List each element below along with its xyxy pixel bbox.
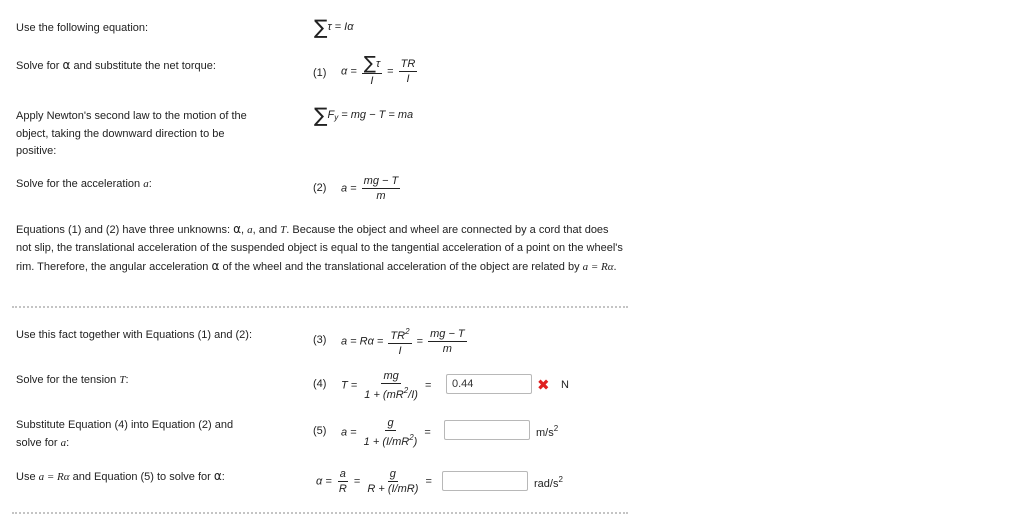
equation-acceleration-final: a = $\frac{g}{1 + (I/mR^2)}$ = [341,417,431,448]
label-substitute-eq4: Substitute Equation (4) into Equation (2) and solve for a: [16,419,234,449]
equation-force-sum: $\sum F_y$ = mg − T = ma [314,103,414,127]
label-solve-alpha: Solve for α and substitute the net torque: [16,58,216,72]
equation-number-5: (5) [313,425,327,437]
angular-acceleration-input[interactable] [442,471,528,491]
dotted-divider [12,306,628,308]
sigma-symbol: ∑ [314,15,328,39]
acceleration-input[interactable] [444,420,530,440]
angular-acceleration-unit: rad/$s^2$ [534,475,563,490]
label-use-fact: Use this fact together with Equations (1) and (2): [16,329,253,341]
equation-number-1: (1) [313,67,327,79]
label-solve-angular-acceleration: Use a = Rα and Equation (5) to solve for α: [16,469,225,483]
equation-number-2: (2) [313,182,327,194]
explanation-paragraph: Equations (1) and (2) have three unknowns: α, a, and T. Because the object and wheel are connected by a cord that does not slip, the translational acceleration of the suspended object is equal to the tangential acceleration of a point on the wheel's rim. Therefore, the angular acceleration α of the wheel and the translational acceleration of the object are related by a = Rα. [16,222,623,273]
acceleration-unit: $m/s^2$ [536,424,559,439]
equation-alpha: α = $\frac{\sum\tau}{I}$ = $\frac{TR}{I}$ [341,53,416,88]
label-use-equation: Use the following equation: [16,22,149,34]
tension-unit: N [561,379,569,391]
dotted-divider-bottom [12,512,628,514]
tension-input[interactable] [446,374,532,394]
equation-number-4: (4) [313,378,327,390]
label-newton-second-law: Apply Newton's second law to the motion of the object, taking the downward direction to be positive: [16,110,247,157]
equation-angular-acceleration: α = $\frac{a}{R}$ = $\frac{g}{R + (I/mR)}$ = [316,468,432,495]
label-solve-acceleration: Solve for the acceleration a: [16,178,152,190]
equation-combined: a = Rα = $\frac{TR^2}{I}$ = $\frac{mg - T}{m}$ [341,327,465,357]
equation-net-torque: ∑τ = Iα [314,15,354,39]
equation-acceleration: a = $\frac{mg - T}{m}$ [341,175,399,202]
equation-tension: T = $\frac{mg}{1 + (mR^2/I)}$ = [341,370,432,401]
x-mark-icon: ✖ [537,377,550,394]
label-solve-tension: Solve for the tension T: [16,374,129,386]
equation-number-3: (3) [313,334,327,346]
